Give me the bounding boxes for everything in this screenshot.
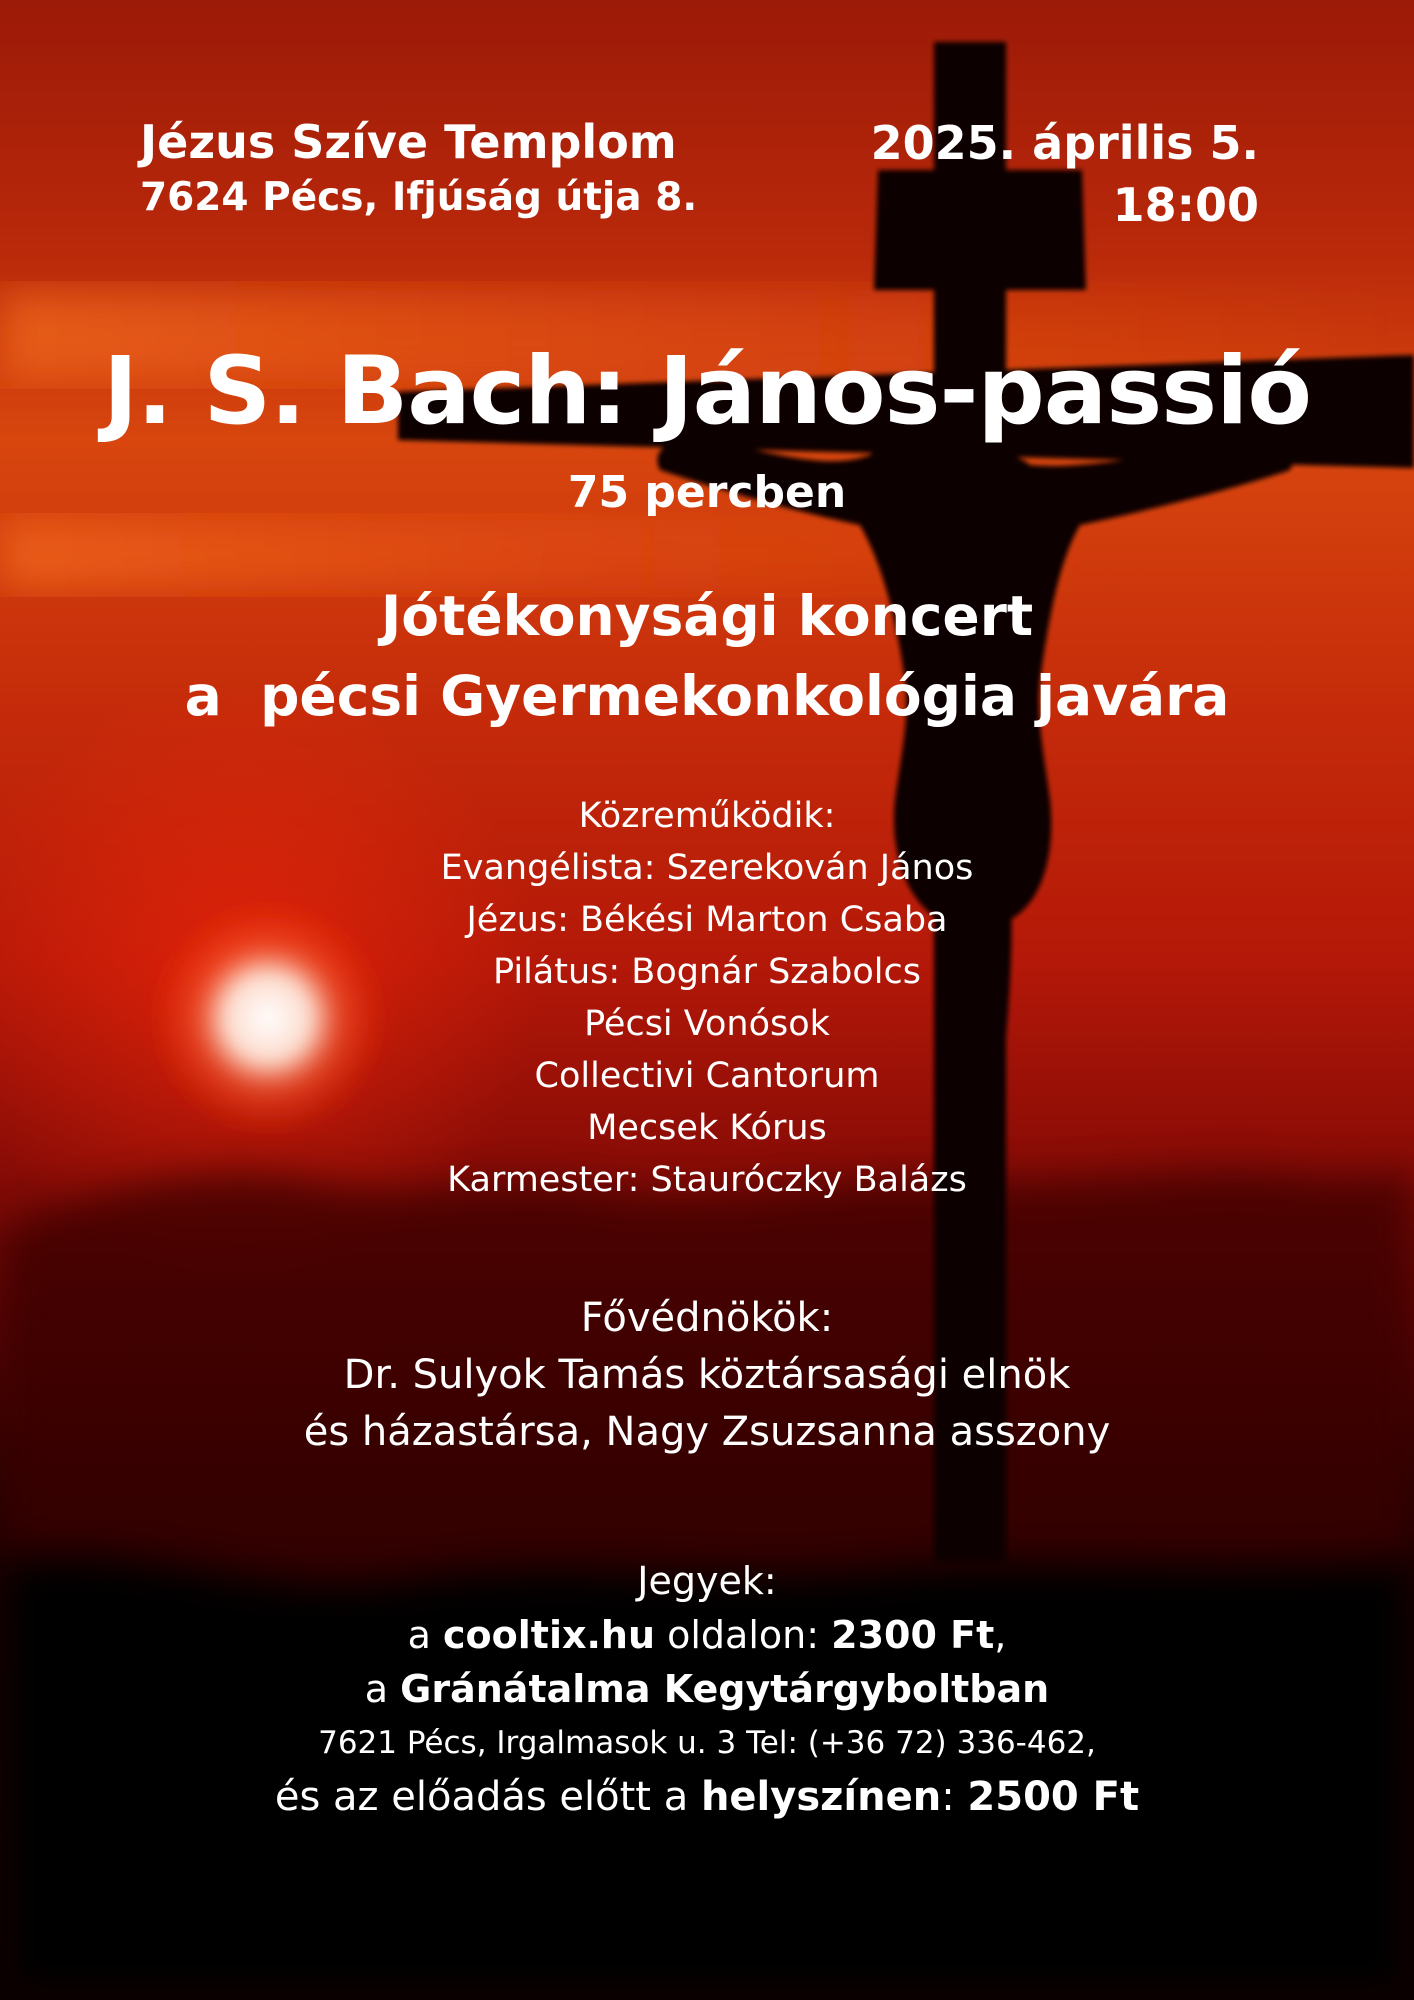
charity-line-2: a pécsi Gyermekonkológia javára — [184, 664, 1230, 728]
onsite-price: 2500 Ft — [967, 1774, 1140, 1820]
tickets-shop-line — [0, 1662, 1414, 1716]
patrons-heading: Fővédnökök: — [580, 1295, 834, 1341]
tickets-onsite-line — [0, 1770, 1414, 1824]
event-date: 2025. április 5. — [870, 116, 1259, 170]
performers-block — [0, 790, 1414, 1206]
ticket-site-link: cooltix.hu — [443, 1613, 656, 1657]
shop-name: Gránátalma Kegytárgyboltban — [400, 1667, 1050, 1711]
performer-item: Evangélista: Szerekován János — [440, 848, 974, 888]
tickets-block — [0, 1554, 1414, 1824]
tickets-online-prefix: a — [407, 1613, 444, 1657]
event-time: 18:00 — [1112, 178, 1259, 232]
venue-address: 7624 Pécs, Ifjúság útja 8. — [140, 175, 698, 220]
tickets-heading: Jegyek: — [637, 1559, 777, 1603]
performer-item: Karmester: Stauróczky Balázs — [447, 1160, 967, 1200]
patrons-line-2: és házastársa, Nagy Zsuzsanna asszony — [303, 1409, 1111, 1455]
performer-item: Jézus: Békési Marton Csaba — [466, 900, 948, 940]
patrons-block — [0, 1290, 1414, 1461]
venue-name: Jézus Szíve Templom — [140, 115, 677, 169]
performers-heading: Közreműködik: — [578, 796, 836, 836]
online-price: 2300 Ft — [831, 1613, 995, 1657]
date-time-block — [871, 112, 1259, 236]
performer-item: Collectivi Cantorum — [534, 1056, 880, 1096]
patrons-line-1: Dr. Sulyok Tamás köztársasági elnök — [343, 1352, 1071, 1398]
poster-title: J. S. Bach: János-passió — [103, 337, 1311, 446]
performer-item: Pécsi Vonósok — [584, 1004, 830, 1044]
shop-address: 7621 Pécs, Irgalmasok u. 3 Tel: (+36 72) 336-462, — [318, 1725, 1096, 1761]
tickets-shop-prefix: a — [364, 1667, 401, 1711]
charity-block — [0, 576, 1414, 736]
tickets-onsite-colon: : — [941, 1774, 968, 1820]
tickets-online-line — [0, 1608, 1414, 1662]
tickets-online-middle: oldalon: — [655, 1613, 832, 1657]
poster-subtitle: 75 percben — [567, 467, 847, 518]
performer-item: Mecsek Kórus — [587, 1108, 827, 1148]
tickets-onsite-prefix: és az előadás előtt a — [274, 1774, 701, 1820]
tickets-online-suffix: , — [994, 1613, 1007, 1657]
charity-line-1: Jótékonysági koncert — [380, 584, 1034, 648]
performer-item: Pilátus: Bognár Szabolcs — [493, 952, 921, 992]
onsite-place: helyszínen — [700, 1774, 942, 1820]
venue-block — [140, 112, 697, 224]
